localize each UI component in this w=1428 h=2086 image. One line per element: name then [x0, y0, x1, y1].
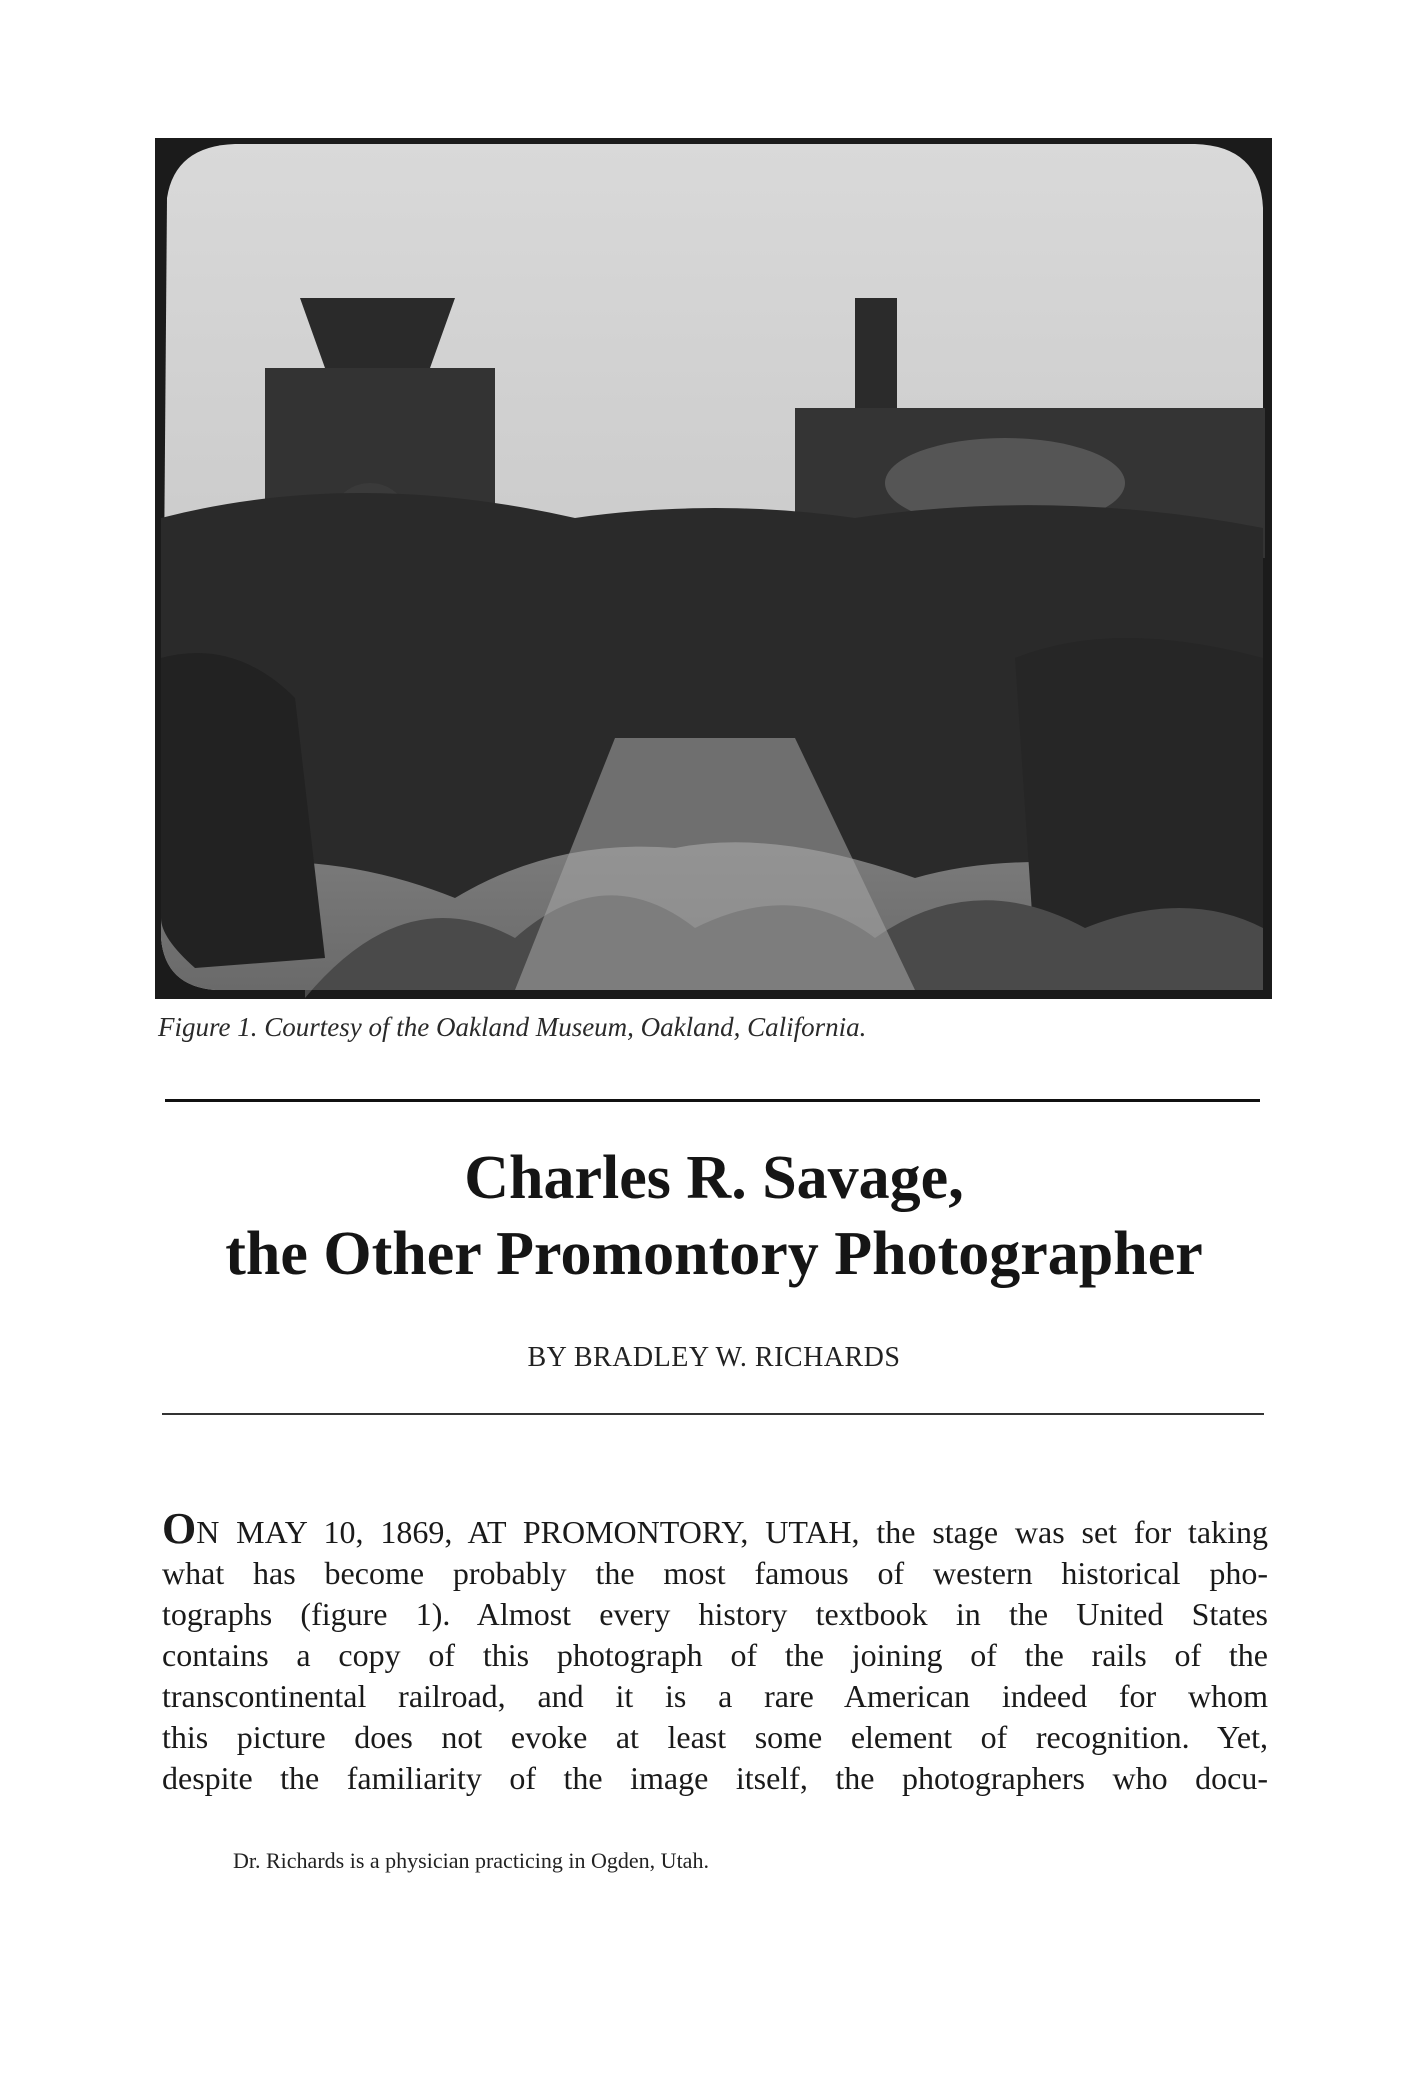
historical-photograph: [155, 138, 1272, 999]
title-line-1: Charles R. Savage,: [464, 1144, 964, 1212]
title-line-2: the Other Promontory Photographer: [225, 1220, 1203, 1288]
byline: BY BRADLEY W. RICHARDS: [527, 1342, 901, 1373]
drop-cap: O: [162, 1504, 197, 1553]
body-line-2: what has become probably the most famous of western historical pho-: [162, 1555, 1268, 1591]
article-body: [162, 1504, 1269, 1799]
body-line-7: despite the familiarity of the image itself, the photographers who docu-: [162, 1760, 1268, 1796]
figure-caption: Figure 1. Courtesy of the Oakland Museum, Oakland, California.: [158, 1012, 867, 1042]
opening-small-caps: N MAY 10, 1869, AT PROMONTORY, UTAH,: [196, 1514, 860, 1550]
article-title: [100, 1140, 1328, 1292]
body-line-1: [162, 1504, 1269, 1553]
title-rule-top: [165, 1099, 1260, 1102]
railroad-crowd-photo: [155, 138, 1272, 999]
body-line-3: tographs (figure 1). Almost every history textbook in the United States: [162, 1596, 1268, 1632]
body-line-6: this picture does not evoke at least some element of recognition. Yet,: [162, 1719, 1268, 1755]
author-footnote: Dr. Richards is a physician practicing in Ogden, Utah.: [233, 1848, 709, 1873]
title-rule-bottom: [162, 1413, 1264, 1415]
body-line-5: transcontinental railroad, and it is a rare American indeed for whom: [162, 1678, 1268, 1714]
body-line-1-text: the stage was set for taking: [876, 1514, 1269, 1550]
body-line-4: contains a copy of this photograph of the joining of the rails of the: [162, 1637, 1268, 1673]
